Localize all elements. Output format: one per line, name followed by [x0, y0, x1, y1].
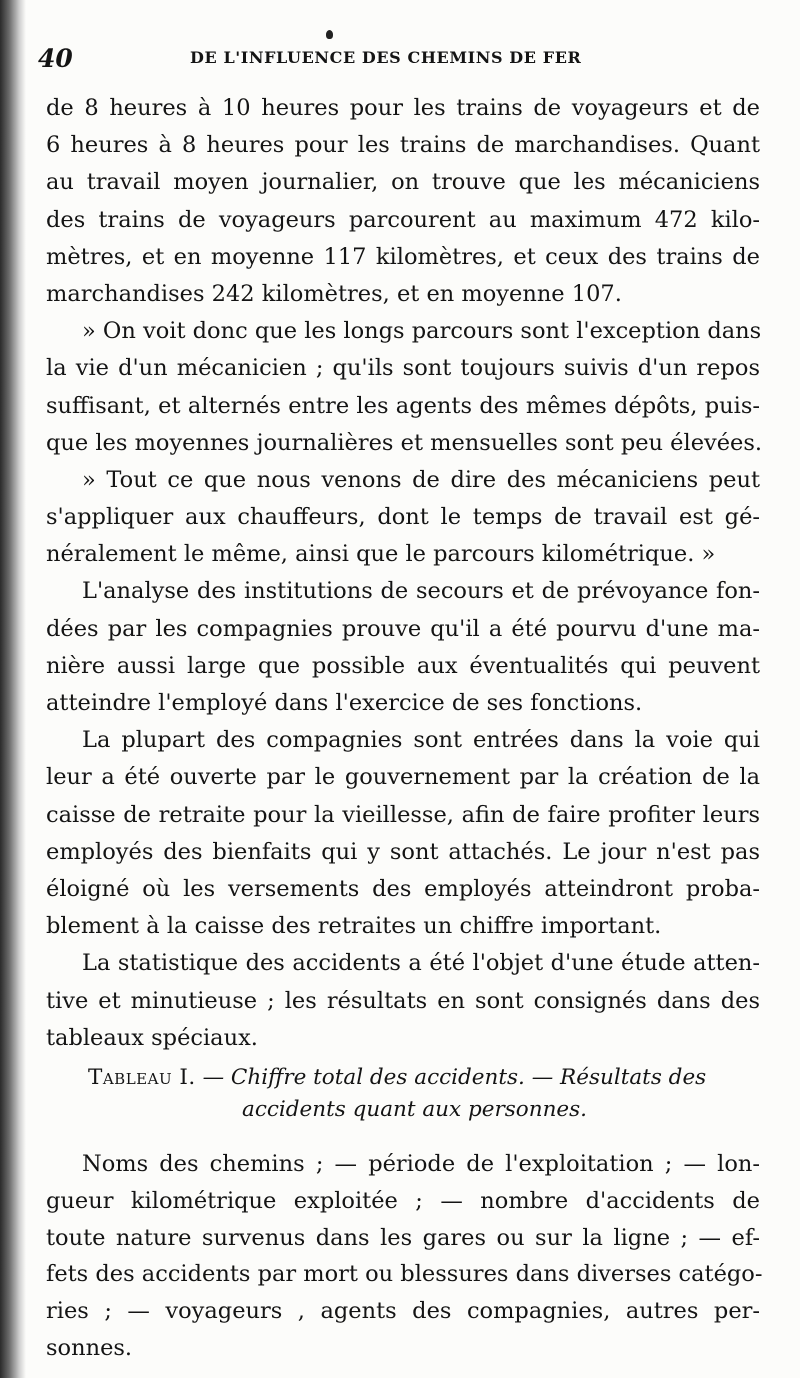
text-line: éloigné où les versements des employés atteindront proba-	[46, 875, 760, 902]
text-line: ries ; — voyageurs , agents des compagnies, autres per-	[46, 1298, 760, 1325]
text-line: caisse de retraite pour la vieillesse, afin de faire profiter leurs	[46, 801, 760, 828]
text-line: tive et minutieuse ; les résultats en sont consignés dans des	[46, 987, 760, 1014]
caption-line	[46, 1062, 760, 1094]
text-line: des trains de voyageurs parcourent au maximum 472 kilo-	[46, 206, 760, 233]
text-line: La plupart des compagnies sont entrées dans la voie qui	[82, 727, 760, 754]
text-line: employés des bienfaits qui y sont attachés. Le jour n'est pas	[46, 838, 760, 865]
text-line: suffisant, et alternés entre les agents des mêmes dépôts, puis-	[46, 392, 760, 419]
text-line: dées par les compagnies prouve qu'il a été pourvu d'une ma-	[46, 615, 760, 642]
text-line: tableaux spéciaux.	[46, 1024, 258, 1051]
text-line: marchandises 242 kilomètres, et en moyenne 107.	[46, 280, 622, 307]
caption-subtitle: accidents quant aux personnes.	[242, 1097, 588, 1122]
text-line: La statistique des accidents a été l'objet d'une étude atten-	[82, 950, 760, 977]
text-line: leur a été ouverte par le gouvernement par la création de la	[46, 764, 760, 791]
text-line: de 8 heures à 10 heures pour les trains de voyageurs et de	[46, 95, 760, 121]
text-line: » On voit donc que les longs parcours sont l'exception dans	[82, 318, 762, 345]
caption-title: — Chiffre total des accidents. — Résultats des	[195, 1065, 707, 1090]
page-number: 40	[38, 44, 73, 73]
text-line: L'analyse des institutions de secours et de prévoyance fon-	[82, 578, 760, 605]
main-text	[46, 90, 763, 1057]
running-title: DE L'INFLUENCE DES CHEMINS DE FER	[190, 48, 582, 67]
table-label: Tableau I.	[88, 1065, 196, 1090]
text-line: fets des accidents par mort ou blessures dans diverses catégo-	[46, 1261, 763, 1288]
table-description	[46, 1146, 763, 1367]
text-line: au travail moyen journalier, on trouve que les mécaniciens	[46, 169, 760, 196]
text-line: mètres, et en moyenne 117 kilomètres, et ceux des trains de	[46, 243, 760, 270]
text-line: s'appliquer aux chauffeurs, dont le temps de travail est gé-	[46, 504, 760, 531]
text-line: Noms des chemins ; — période de l'exploitation ; — lon-	[82, 1151, 760, 1177]
text-line: 6 heures à 8 heures pour les trains de marchandises. Quant	[46, 132, 760, 159]
text-line: atteindre l'employé dans l'exercice de ses fonctions.	[46, 690, 643, 716]
table-caption	[46, 1062, 760, 1126]
text-line: » Tout ce que nous venons de dire des mécaniciens peut	[82, 466, 760, 493]
binding-shadow	[0, 0, 26, 1378]
text-line: toute nature survenus dans les gares ou sur la ligne ; — ef-	[46, 1224, 760, 1251]
text-line: blement à la caisse des retraites un chiffre important.	[46, 913, 662, 940]
text-line: néralement le même, ainsi que le parcours kilométrique. »	[46, 541, 716, 568]
text-line: sonnes.	[46, 1334, 133, 1361]
text-line: la vie d'un mécanicien ; qu'ils sont toujours suivis d'un repos	[46, 355, 760, 382]
text-line: nière aussi large que possible aux éventualités qui peuvent	[46, 652, 760, 679]
text-line: que les moyennes journalières et mensuelles sont peu élevées.	[46, 429, 763, 456]
text-line: gueur kilométrique exploitée ; — nombre d'accidents de	[46, 1187, 760, 1214]
print-mark	[326, 30, 333, 39]
